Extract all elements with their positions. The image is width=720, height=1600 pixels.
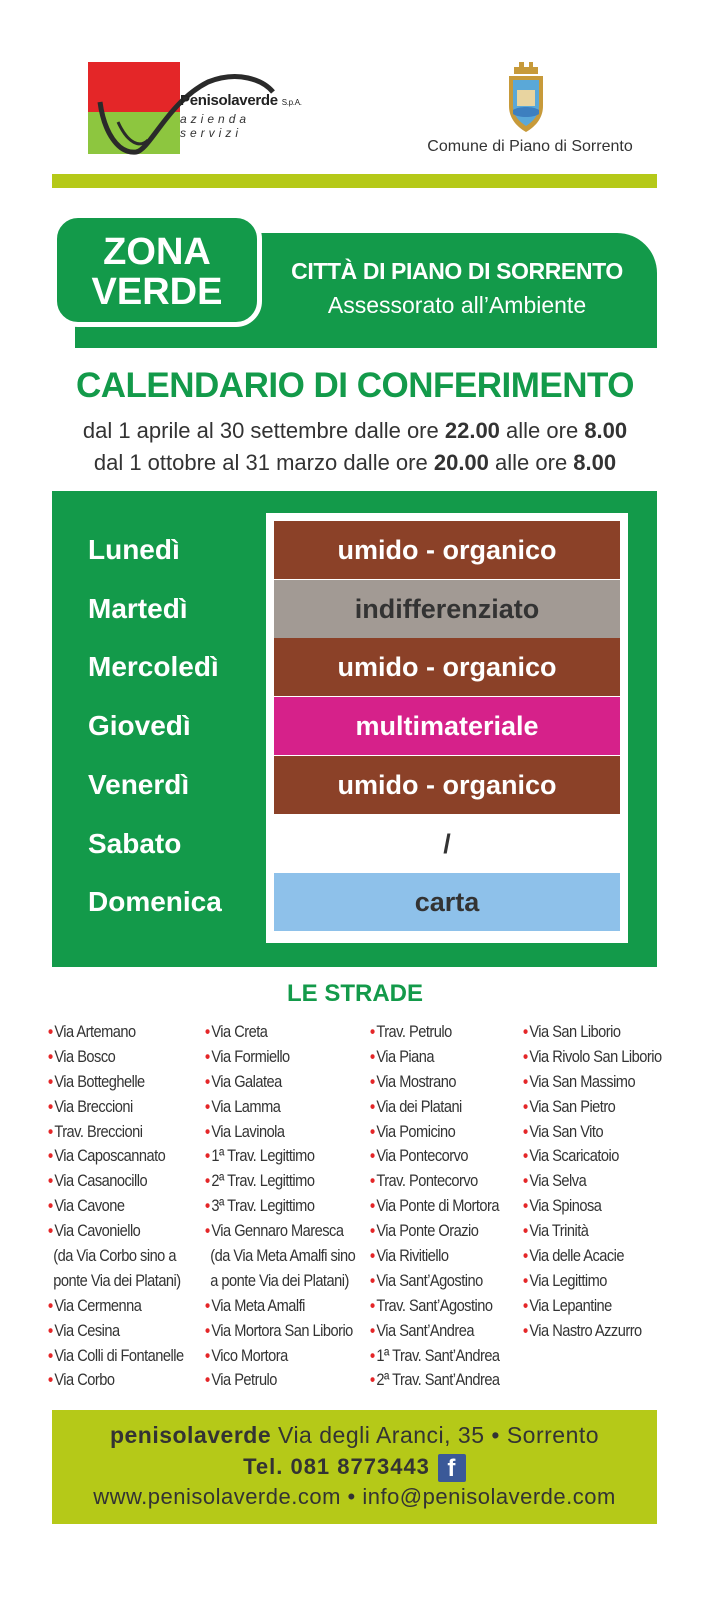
footer-web-email[interactable]: www.penisolaverde.com • info@penisolaverde.com: [93, 1484, 616, 1509]
street-name: Via Pomicino: [376, 1121, 456, 1141]
hours-winter-mid: alle ore: [488, 450, 574, 475]
street-name: Via Cermenna: [54, 1295, 142, 1315]
street-item: [523, 1194, 662, 1219]
street-item: [205, 1070, 355, 1095]
bullet-icon: •: [370, 1046, 375, 1066]
penisolaverde-logo: [88, 62, 318, 162]
street-name: Via San Massimo: [529, 1071, 636, 1091]
bullet-icon: [205, 1246, 209, 1265]
day-label: Venerdì: [88, 768, 190, 800]
waste-type: carta: [274, 873, 620, 931]
street-item: [205, 1294, 355, 1319]
street-item: [205, 1169, 355, 1194]
verde-label: VERDE: [91, 271, 223, 313]
street-name: Via Bosco: [54, 1046, 116, 1066]
hours-winter: [40, 450, 670, 476]
street-name: Via Rivitiello: [376, 1246, 449, 1266]
street-name: Via Ponte Orazio: [376, 1221, 479, 1241]
street-name: Via Formiello: [211, 1046, 290, 1066]
footer-brand: penisolaverde: [109, 1422, 272, 1448]
street-item: [205, 1095, 355, 1120]
bullet-icon: •: [523, 1146, 528, 1166]
bullet-icon: •: [205, 1046, 210, 1066]
street-name: Via Sant’Andrea: [376, 1320, 474, 1340]
waste-type: umido - organico: [274, 521, 620, 579]
street-name: Via Mostrano: [376, 1071, 457, 1091]
bullet-icon: •: [48, 1370, 53, 1390]
hours-summer-mid: alle ore: [499, 418, 585, 443]
street-item: [370, 1144, 500, 1169]
street-name: Via Rivolo San Liborio: [529, 1046, 662, 1066]
bullet-icon: •: [205, 1121, 210, 1141]
hours-summer: [40, 418, 670, 444]
logo-name: Penisolaverde: [180, 92, 278, 109]
waste-type: umido - organico: [274, 638, 620, 696]
street-name: Via Spinosa: [529, 1196, 602, 1216]
street-item: [205, 1219, 355, 1244]
hours-summer-end: 8.00: [584, 418, 628, 443]
street-item: [523, 1020, 662, 1045]
waste-type: indifferenziato: [274, 580, 620, 638]
street-name: Via Ponte di Mortora: [376, 1196, 500, 1216]
street-item: [370, 1045, 500, 1070]
street-name: Via Colli di Fontanelle: [54, 1345, 184, 1365]
street-item: [205, 1045, 355, 1070]
bullet-icon: •: [370, 1221, 375, 1241]
street-item: [523, 1244, 662, 1269]
street-name: Via Nastro Azzurro: [529, 1320, 642, 1340]
bullet-icon: •: [205, 1196, 210, 1216]
street-item: [48, 1294, 184, 1319]
day-label: Mercoledì: [88, 651, 219, 683]
footer-phone-line: [52, 1454, 657, 1482]
street-name: Via Pontecorvo: [376, 1146, 468, 1166]
street-item: [523, 1319, 662, 1344]
street-name: 2ª Trav. Sant’Andrea: [376, 1370, 500, 1390]
street-item: [48, 1120, 184, 1145]
street-item: [48, 1095, 184, 1120]
bullet-icon: •: [205, 1022, 210, 1041]
street-name: Via Caposcannato: [54, 1146, 166, 1166]
street-name: Via Sant’Agostino: [376, 1270, 483, 1290]
bullet-icon: [48, 1271, 52, 1290]
streets-column-1: [48, 1020, 184, 1393]
bullet-icon: •: [370, 1295, 375, 1315]
street-name: Via San Vito: [529, 1121, 604, 1141]
street-name: Via Artemano: [54, 1022, 136, 1041]
hours-summer-start: 22.00: [444, 418, 500, 443]
footer-address: Via degli Aranci, 35 • Sorrento: [271, 1422, 600, 1448]
street-item: [523, 1120, 662, 1145]
street-item: [370, 1244, 500, 1269]
hours-winter-end: 8.00: [573, 450, 617, 475]
street-name: Via Legittimo: [529, 1270, 607, 1290]
street-item: [370, 1020, 500, 1045]
street-name: (da Via Meta Amalfi sino: [210, 1246, 356, 1266]
bullet-icon: •: [523, 1196, 528, 1216]
street-item: [523, 1144, 662, 1169]
comune-name: Comune di Piano di Sorrento: [427, 138, 633, 155]
street-item: [370, 1269, 500, 1294]
street-item: [370, 1294, 500, 1319]
street-name: Via Meta Amalfi: [211, 1295, 305, 1315]
bullet-icon: •: [370, 1121, 375, 1141]
comune-crest-icon: [505, 60, 547, 134]
street-name: Via Corbo: [54, 1370, 115, 1390]
street-item: [523, 1219, 662, 1244]
street-item: [48, 1045, 184, 1070]
bullet-icon: •: [205, 1370, 210, 1390]
bullet-icon: •: [48, 1071, 53, 1091]
street-name: Vico Mortora: [211, 1345, 288, 1365]
bullet-icon: •: [205, 1096, 210, 1116]
street-name: 1ª Trav. Sant’Andrea: [376, 1345, 500, 1365]
logo-name-suffix: S.p.A.: [281, 98, 302, 107]
bullet-icon: •: [523, 1022, 528, 1041]
street-name: Via dei Platani: [376, 1096, 462, 1116]
bullet-icon: •: [523, 1295, 528, 1315]
street-item: [370, 1344, 500, 1369]
day-label: Giovedì: [88, 710, 191, 742]
street-item: [523, 1169, 662, 1194]
street-name: Via Lamma: [211, 1096, 281, 1116]
street-item: [205, 1120, 355, 1145]
street-item: [370, 1319, 500, 1344]
streets-column-4: [523, 1020, 662, 1344]
street-item: [523, 1269, 662, 1294]
footer-phone: Tel. 081 8773443: [243, 1454, 430, 1479]
bullet-icon: •: [370, 1022, 375, 1041]
bullet-icon: •: [48, 1096, 53, 1116]
bullet-icon: •: [205, 1071, 210, 1091]
bullet-icon: •: [523, 1270, 528, 1290]
bullet-icon: •: [205, 1295, 210, 1315]
street-item: [48, 1070, 184, 1095]
bullet-icon: •: [523, 1096, 528, 1116]
top-divider-bar: [52, 174, 657, 188]
street-item: [48, 1319, 184, 1344]
street-name: Via San Liborio: [529, 1022, 621, 1041]
bullet-icon: •: [370, 1345, 375, 1365]
streets-title: LE STRADE: [286, 980, 423, 1007]
calendar-title: CALENDARIO DI CONFERIMENTO: [75, 366, 635, 405]
streets-column-2: [205, 1020, 355, 1393]
footer-address-line: [52, 1422, 657, 1449]
footer-contact: [52, 1410, 657, 1524]
bullet-icon: [48, 1246, 52, 1265]
facebook-icon[interactable]: f: [438, 1454, 466, 1482]
bullet-icon: •: [523, 1246, 528, 1266]
bullet-icon: •: [370, 1320, 375, 1340]
street-name: Via Mortora San Liborio: [211, 1320, 353, 1340]
street-name: ponte Via dei Platani): [53, 1270, 181, 1290]
street-name: Via Selva: [529, 1171, 587, 1191]
street-name: Via Breccioni: [54, 1096, 133, 1116]
street-name: Via San Pietro: [529, 1096, 616, 1116]
street-name: Via Casanocillo: [54, 1171, 148, 1191]
bullet-icon: •: [48, 1121, 53, 1141]
zona-label: ZONA: [103, 231, 211, 273]
street-name: Via delle Acacie: [529, 1246, 625, 1266]
bullet-icon: •: [523, 1171, 528, 1191]
street-item: [48, 1144, 184, 1169]
street-item: [205, 1020, 355, 1045]
street-item: [205, 1144, 355, 1169]
street-name: Via Cavoniello: [54, 1221, 141, 1241]
street-name: 3ª Trav. Legittimo: [211, 1196, 315, 1216]
street-item: [370, 1194, 500, 1219]
street-name: (da Via Corbo sino a: [53, 1246, 176, 1266]
day-label: Sabato: [88, 827, 182, 859]
street-item: [370, 1070, 500, 1095]
bullet-icon: •: [48, 1171, 53, 1191]
street-item: [205, 1344, 355, 1369]
bullet-icon: •: [523, 1046, 528, 1066]
bullet-icon: •: [370, 1196, 375, 1216]
street-item: [205, 1319, 355, 1344]
waste-type: /: [274, 815, 620, 873]
bullet-icon: •: [523, 1071, 528, 1091]
street-item: [205, 1269, 355, 1294]
zona-verde-badge: [52, 213, 262, 327]
day-label: Lunedì: [88, 534, 180, 565]
bullet-icon: •: [205, 1320, 210, 1340]
street-name: Via Lavinola: [211, 1121, 285, 1141]
street-item: [523, 1095, 662, 1120]
street-item: [48, 1219, 184, 1244]
street-item: [370, 1169, 500, 1194]
street-name: Via Galatea: [211, 1071, 282, 1091]
street-name: Via Gennaro Maresca: [211, 1221, 344, 1241]
street-name: Via Trinità: [529, 1221, 589, 1241]
street-item: [523, 1070, 662, 1095]
street-name: Via Cesina: [54, 1320, 120, 1340]
bullet-icon: •: [370, 1370, 375, 1390]
bullet-icon: •: [48, 1022, 53, 1041]
bullet-icon: •: [48, 1295, 53, 1315]
bullet-icon: •: [370, 1071, 375, 1091]
street-name: Via Cavone: [54, 1196, 125, 1216]
bullet-icon: •: [370, 1146, 375, 1166]
street-item: [48, 1194, 184, 1219]
bullet-icon: •: [48, 1320, 53, 1340]
street-item: [48, 1344, 184, 1369]
street-item: [370, 1368, 500, 1393]
street-name: Trav. Breccioni: [54, 1121, 143, 1141]
street-name: Via Lepantine: [529, 1295, 612, 1315]
city-title: CITTÀ DI PIANO DI SORRENTO: [291, 258, 623, 284]
logo-subtitle: azienda servizi: [180, 112, 251, 140]
street-name: Via Scaricatoio: [529, 1146, 619, 1166]
street-name: Via Piana: [376, 1046, 435, 1066]
bullet-icon: •: [370, 1246, 375, 1266]
street-item: [205, 1244, 355, 1269]
street-name: a ponte Via dei Platani): [210, 1270, 349, 1290]
bullet-icon: •: [205, 1171, 210, 1191]
bullet-icon: [205, 1271, 209, 1290]
bullet-icon: •: [205, 1345, 210, 1365]
hours-winter-start: 20.00: [433, 450, 489, 475]
bullet-icon: •: [48, 1146, 53, 1166]
waste-type: multimateriale: [274, 697, 620, 755]
bullet-icon: •: [523, 1121, 528, 1141]
hours-summer-prefix: dal 1 aprile al 30 settembre dalle ore: [82, 418, 445, 443]
street-item: [205, 1368, 355, 1393]
bullet-icon: •: [205, 1146, 210, 1166]
street-name: Trav. Petrulo: [376, 1022, 452, 1041]
street-item: [370, 1095, 500, 1120]
waste-type: umido - organico: [274, 756, 620, 814]
street-name: 1ª Trav. Legittimo: [211, 1146, 315, 1166]
bullet-icon: •: [205, 1221, 210, 1241]
street-item: [370, 1120, 500, 1145]
street-item: [48, 1020, 184, 1045]
street-item: [48, 1368, 184, 1393]
bullet-icon: •: [370, 1270, 375, 1290]
street-item: [523, 1045, 662, 1070]
street-item: [48, 1269, 184, 1294]
bullet-icon: •: [48, 1221, 53, 1241]
bullet-icon: •: [523, 1221, 528, 1241]
bullet-icon: •: [370, 1096, 375, 1116]
bullet-icon: •: [48, 1046, 53, 1066]
street-item: [48, 1169, 184, 1194]
assessorato-subtitle: Assessorato all’Ambiente: [327, 292, 587, 318]
street-name: 2ª Trav. Legittimo: [211, 1171, 315, 1191]
street-name: Trav. Sant’Agostino: [376, 1295, 493, 1315]
street-item: [370, 1219, 500, 1244]
bullet-icon: •: [370, 1171, 375, 1191]
bullet-icon: •: [48, 1345, 53, 1365]
day-label: Martedì: [88, 592, 188, 624]
bullet-icon: •: [523, 1320, 528, 1340]
street-name: Via Creta: [211, 1022, 268, 1041]
hours-winter-prefix: dal 1 ottobre al 31 marzo dalle ore: [93, 450, 434, 475]
collection-schedule: [52, 491, 657, 967]
street-name: Trav. Pontecorvo: [376, 1171, 478, 1191]
bullet-icon: •: [48, 1196, 53, 1216]
street-item: [205, 1194, 355, 1219]
street-item: [523, 1294, 662, 1319]
streets-column-3: [370, 1020, 500, 1393]
day-label: Domenica: [88, 886, 222, 918]
street-item: [48, 1244, 184, 1269]
street-name: Via Petrulo: [211, 1370, 277, 1390]
street-name: Via Botteghelle: [54, 1071, 145, 1091]
